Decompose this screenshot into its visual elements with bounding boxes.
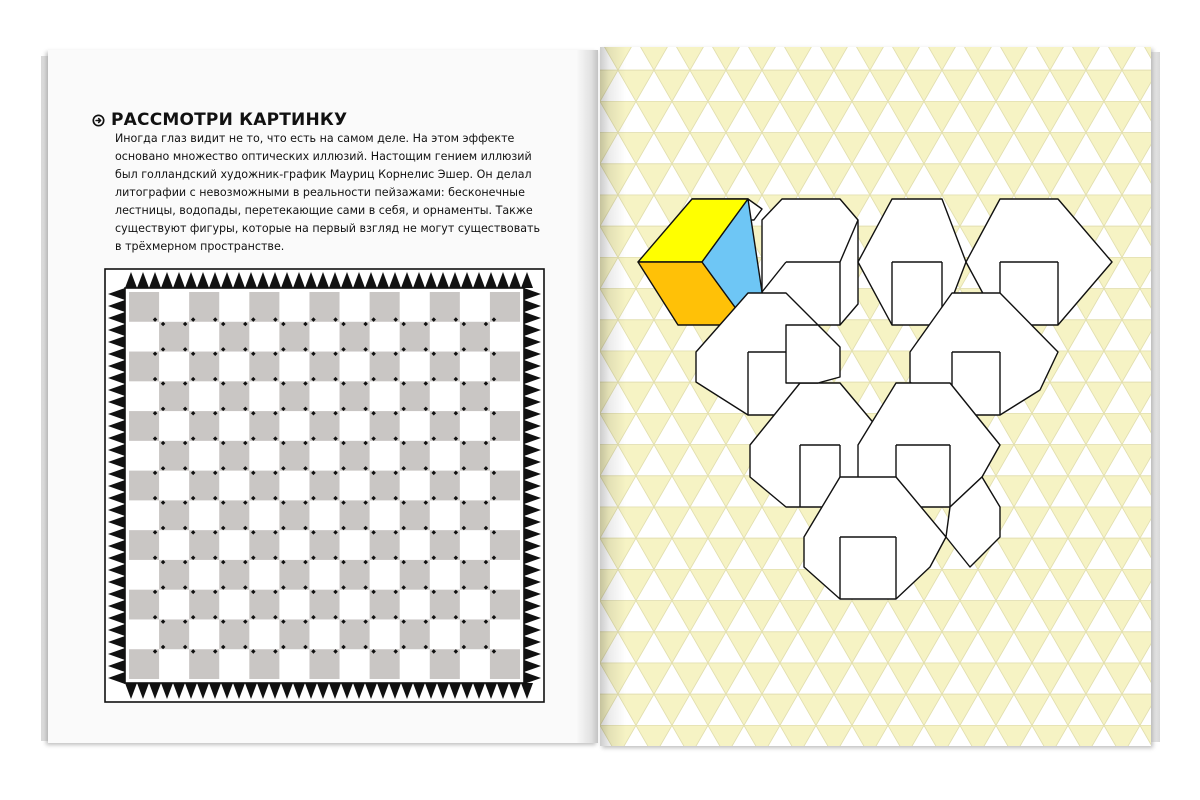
board-grey-square	[370, 292, 400, 322]
page-title: РАССМОТРИ КАРТИНКУ	[111, 110, 348, 130]
isometric-triangle-grid	[600, 47, 1151, 746]
text-line: основано множество оптических иллюзий. Настощим гением иллюзий	[115, 150, 532, 163]
board-grey-square	[460, 500, 490, 530]
board-grey-square	[340, 322, 370, 352]
text-line: был голландский художник-график Мауриц Корнелис Эшер. Он делал	[115, 168, 532, 181]
right-page	[600, 47, 1151, 746]
board-grey-square	[370, 471, 400, 501]
board-grey-square	[460, 560, 490, 590]
board-grey-square	[189, 590, 219, 620]
board-grey-square	[370, 352, 400, 382]
board-grey-square	[249, 292, 279, 322]
board-grey-square	[279, 560, 309, 590]
board-grey-square	[309, 471, 339, 501]
board-grey-square	[249, 352, 279, 382]
text-line: существуют фигуры, которые на первый взгляд не могут существовать	[115, 222, 541, 235]
triangle-cells	[600, 47, 1151, 746]
board-grey-square	[189, 292, 219, 322]
board-grey-square	[490, 352, 520, 382]
board-grey-square	[249, 471, 279, 501]
board-grey-square	[340, 619, 370, 649]
board-grey-square	[340, 381, 370, 411]
board-grey-square	[189, 411, 219, 441]
board-grey-square	[400, 560, 430, 590]
text-line: Иногда глаз видит не то, что есть на самом деле. На этом эффекте	[115, 132, 515, 145]
board-grey-square	[219, 322, 249, 352]
board-grey-square	[249, 530, 279, 560]
board-grey-square	[309, 649, 339, 679]
text-line: литографии с невозможными в реальности пейзажами: бесконечные	[115, 186, 525, 199]
board-grey-square	[129, 292, 159, 322]
board-grey-square	[279, 441, 309, 471]
board-grey-square	[309, 530, 339, 560]
board-grey-square	[309, 352, 339, 382]
board-grey-square	[309, 590, 339, 620]
board-grey-square	[400, 500, 430, 530]
board-grey-square	[370, 411, 400, 441]
text-line: в трёхмерном пространстве.	[115, 240, 285, 253]
board-grey-square	[400, 619, 430, 649]
board-grey-square	[460, 322, 490, 352]
board-grey-square	[340, 500, 370, 530]
board-grey-square	[430, 649, 460, 679]
board-grey-square	[490, 590, 520, 620]
board-grey-square	[189, 352, 219, 382]
board-grey-square	[249, 411, 279, 441]
board-grey-square	[460, 619, 490, 649]
board-grey-square	[279, 381, 309, 411]
board-grey-square	[159, 381, 189, 411]
board-grey-square	[159, 322, 189, 352]
board-grey-square	[430, 292, 460, 322]
board-grey-square	[430, 471, 460, 501]
board-grey-square	[279, 500, 309, 530]
board-grey-square	[400, 441, 430, 471]
board-grey-square	[219, 441, 249, 471]
board-grey-square	[400, 381, 430, 411]
board-grey-square	[219, 500, 249, 530]
board-grey-square	[249, 649, 279, 679]
board-grey-square	[460, 441, 490, 471]
board-grey-square	[159, 441, 189, 471]
board-grey-square	[490, 530, 520, 560]
board-grey-square	[129, 352, 159, 382]
board-grey-square	[159, 500, 189, 530]
board-grey-square	[340, 560, 370, 590]
board-grey-square	[219, 381, 249, 411]
board-grey-square	[309, 411, 339, 441]
board-grey-square	[129, 649, 159, 679]
board-grey-square	[159, 560, 189, 590]
board-grey-square	[340, 441, 370, 471]
board-grey-square	[490, 411, 520, 441]
board-grey-square	[430, 590, 460, 620]
board-grey-square	[279, 322, 309, 352]
board-grey-square	[249, 590, 279, 620]
board-grey-square	[430, 530, 460, 560]
board-grey-square	[490, 471, 520, 501]
board-grey-square	[400, 322, 430, 352]
board-grey-square	[460, 381, 490, 411]
board-grey-square	[129, 411, 159, 441]
board-grey-square	[279, 619, 309, 649]
board-grey-square	[129, 590, 159, 620]
board-grey-square	[129, 471, 159, 501]
board-grey-square	[370, 649, 400, 679]
board-grey-square	[189, 530, 219, 560]
board-grey-square	[490, 292, 520, 322]
board-grey-square	[219, 619, 249, 649]
board-grey-square	[189, 649, 219, 679]
text-line: лестницы, водопады, перетекающие сами в себя, и орнаменты. Также	[115, 204, 533, 217]
board-grey-square	[370, 590, 400, 620]
board-grey-square	[430, 352, 460, 382]
board-grey-square	[129, 530, 159, 560]
board-grey-square	[490, 649, 520, 679]
board-grey-square	[370, 530, 400, 560]
board-grey-square	[309, 292, 339, 322]
board-grey-square	[219, 560, 249, 590]
board-grey-square	[430, 411, 460, 441]
board-grey-square	[159, 619, 189, 649]
board-grey-square	[189, 471, 219, 501]
